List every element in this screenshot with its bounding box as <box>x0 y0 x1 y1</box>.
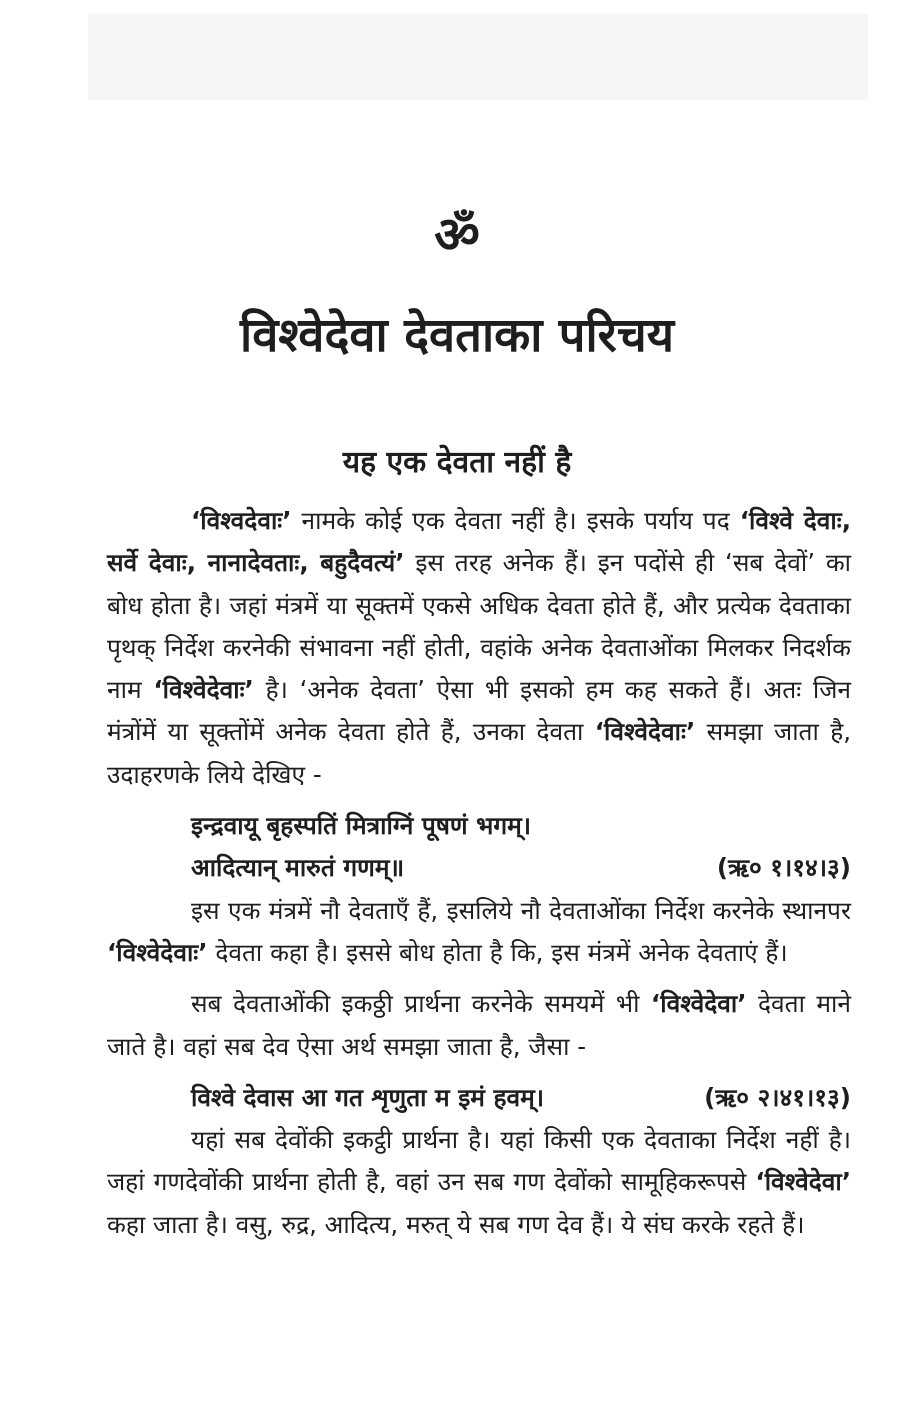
text-run: समझा जाता है, उदाहरणके लिये देखिए - <box>107 717 852 789</box>
verse-reference: (ऋ० २।४१।१३) <box>704 1082 851 1112</box>
verse-text: इन्द्रवायू बृहस्पतिं मित्राग्निं पूषणं भगम्। <box>191 811 532 841</box>
text-run: देवता कहा है। इससे बोध होता है कि, इस मंत्रमें अनेक देवताएं हैं। <box>207 937 788 967</box>
paragraph-2 <box>107 890 851 975</box>
verse-line <box>191 805 851 847</box>
text-run: कहा जाता है। वसु, रुद्र, आदित्य, मरुत् ये सब गण देव हैं। ये संघ करके रहते हैं। <box>107 1209 805 1239</box>
paragraph-3 <box>107 983 851 1068</box>
term-vishvedeva: ‘विश्वेदेवा’ <box>650 989 747 1019</box>
verse-text: आदित्यान् मारुतं गणम्॥ <box>191 853 405 883</box>
verse-1 <box>191 805 851 890</box>
page-title: विश्वेदेवा देवताका परिचय <box>240 308 674 363</box>
term-vishvadevah: ‘विश्वदेवाः’ <box>191 506 292 535</box>
paragraph-1 <box>107 500 851 796</box>
page-header-band <box>88 14 868 100</box>
text-run: यहां सब देवोंकी इकट्ठी प्रार्थना है। यहां किसी एक देवताका निर्देश नहीं है। जहां गणदेवोंकी प्रार्थना होती है, वहां उन सब गण देवोंको सामूहिकरूपसे <box>107 1125 851 1197</box>
verse-line <box>191 847 851 889</box>
verse-line <box>191 1077 851 1119</box>
verse-reference: (ऋ० १।१४।३) <box>716 853 851 883</box>
text-run: है। ‘अनेक देवता’ ऐसा भी इसको हम कह सकते हैं। अतः जिन मंत्रोंमें या सूक्तोंमें अनेक देवता होते हैं, उनका देवता <box>107 675 851 747</box>
text-run: देवता माने जाते है। वहां सब देव ऐसा अर्थ समझा जाता है, जैसा - <box>107 989 851 1061</box>
term-vishvedeva: ‘विश्वेदेवा’ <box>755 1167 851 1197</box>
term-vishvedevah: ‘विश्वेदेवाः’ <box>153 675 254 705</box>
text-run: नामके कोई एक देवता नहीं है। इसके पर्याय पद <box>291 506 740 535</box>
term-vishvedevah: ‘विश्वेदेवाः’ <box>107 937 208 967</box>
verse-text: विश्वे देवास आ गत शृणुता म इमं हवम्। <box>191 1082 545 1112</box>
paragraph-4 <box>107 1119 851 1246</box>
text-run: इस एक मंत्रमें नौ देवताएँ हैं, इसलिये नौ देवताओंका निर्देश करनेके स्थानपर <box>191 895 851 925</box>
text-run: इस तरह अनेक हैं। इन पदोंसे ही ‘सब देवों’ का बोध होता है। जहां मंत्रमें या सूक्तमें एकसे अधिक देवता होते हैं, और प्रत्येक देवताका पृथक् निर्देश करनेकी संभावना नहीं होती, वहांके अनेक देवताओंका मिलकर निदर्शक नाम <box>107 548 851 705</box>
verse-2 <box>191 1077 851 1119</box>
om-symbol: ॐ <box>434 206 480 264</box>
body-text <box>107 500 851 1246</box>
term-synonyms: ‘विश्वे देवाः, सर्वे देवाः, नानादेवताः, बहुदैवत्यं’ <box>107 506 852 578</box>
section-heading: यह एक देवता नहीं है <box>342 445 572 480</box>
term-vishvedevah: ‘विश्वेदेवाः’ <box>594 717 696 747</box>
text-run: सब देवताओंकी इकठ्ठी प्रार्थना करनेके समयमें भी <box>191 989 651 1019</box>
